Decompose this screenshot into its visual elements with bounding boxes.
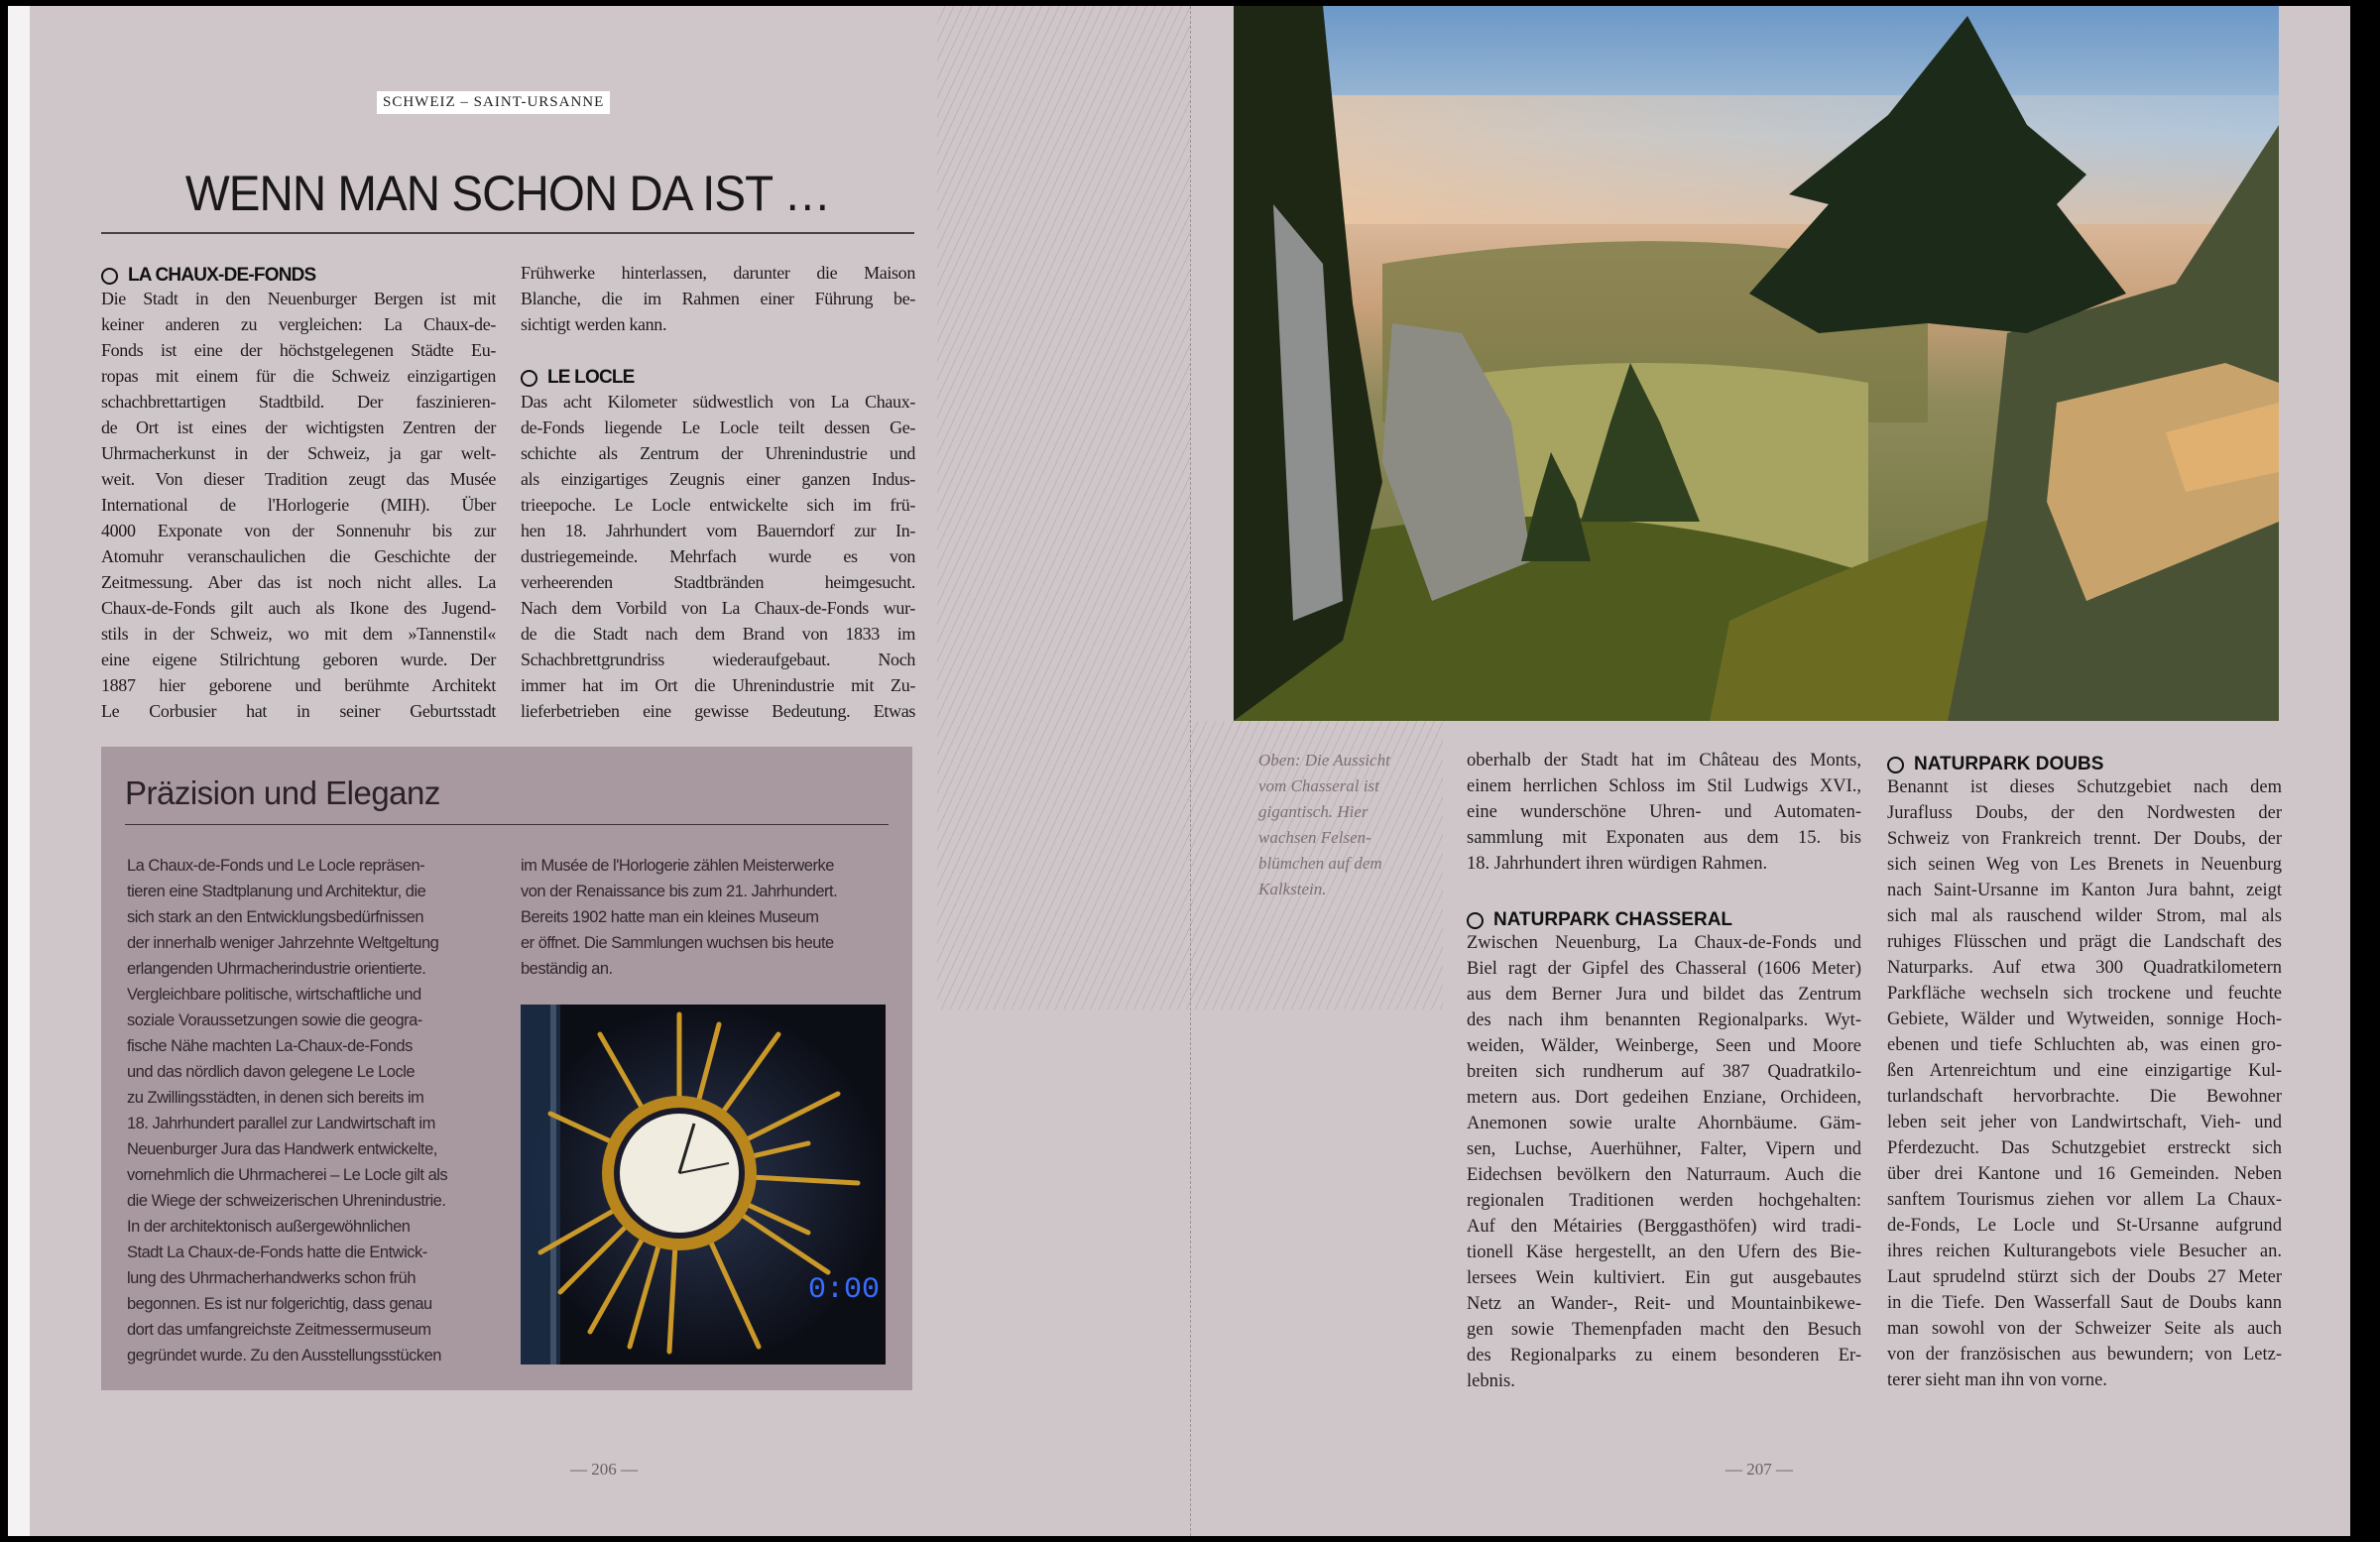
text-line: Chaux-de-Fonds gilt auch als Ikone des Jugend- xyxy=(101,598,496,618)
circle-bullet-icon xyxy=(1467,912,1484,929)
text-line: Eidechsen bevölkern den Naturraum. Auch die xyxy=(1467,1165,1861,1185)
text-column-continued xyxy=(521,263,915,340)
text-line: 1887 hier geborene und berühmte Architekt xyxy=(101,675,496,695)
text-line: Netz an Wander-, Reit- und Mountainbikewe- xyxy=(1467,1294,1861,1314)
text-line: weit. Von dieser Tradition zeugt das Musée xyxy=(101,469,496,489)
text-line: trieepoche. Le Locle entwickelte sich im frü- xyxy=(521,495,915,515)
landscape-photo xyxy=(1234,6,2279,721)
text-line: metern aus. Dort gedeihen Enziane, Orchideen, xyxy=(1467,1088,1861,1108)
text-line: ebenen und tiefe Schluchten ab, was einen gro- xyxy=(1887,1035,2282,1055)
heading-le-locle xyxy=(521,365,635,391)
text-line: blümchen auf dem xyxy=(1258,854,1382,873)
text-line: fische Nähe machten La-Chaux-de-Fonds xyxy=(127,1037,413,1055)
text-line: sich seinen Weg von Les Brenets in Neuenburg xyxy=(1887,855,2282,875)
text-line: hen 18. Jahrhundert vom Bauerndorf zur In- xyxy=(521,521,915,540)
text-line: de die Stadt nach dem Brand von 1833 im xyxy=(521,624,915,644)
heading-text: NATURPARK CHASSERAL xyxy=(1493,909,1733,930)
text-column-la-chaux xyxy=(101,289,496,727)
text-line: die Wiege der schweizerischen Uhrenindustrie. xyxy=(127,1192,446,1210)
box-rule xyxy=(125,824,889,825)
text-line: man sowohl von der Schweizer Seite als auch xyxy=(1887,1319,2282,1339)
sunburst-clock-image xyxy=(521,1005,886,1364)
text-line: sich stark an den Entwicklungsbedürfnissen xyxy=(127,908,424,926)
heading-text: LE LOCLE xyxy=(547,367,635,388)
heading-naturpark-chasseral xyxy=(1467,907,1732,933)
title-rule xyxy=(101,232,914,234)
text-line: des nach ihm benannten Regionalparks. Wyt- xyxy=(1467,1010,1861,1030)
text-line: 18. Jahrhundert parallel zur Landwirtschaft im xyxy=(127,1115,435,1132)
text-line: Kalkstein. xyxy=(1258,880,1327,898)
heading-text: LA CHAUX-DE-FONDS xyxy=(128,265,316,286)
text-line: sammlung mit Exponaten aus dem 15. bis xyxy=(1467,828,1861,848)
box-title: Präzision und Eleganz xyxy=(125,774,440,811)
text-line: lersees Wein kultiviert. Ein gut ausgebautes xyxy=(1467,1268,1861,1288)
text-line: breiten sich rundherum auf 387 Quadratkilo- xyxy=(1467,1062,1861,1082)
text-line: In der architektonisch außergewöhnlichen xyxy=(127,1218,411,1236)
text-line: gegründet wurde. Zu den Ausstellungsstücken xyxy=(127,1347,441,1364)
text-line: Anemonen sowie uralte Ahornbäume. Gäm- xyxy=(1467,1114,1861,1133)
text-line: terer sieht man ihn von vorne. xyxy=(1887,1370,2107,1390)
text-line: Bereits 1902 hatte man ein kleines Museum xyxy=(521,908,819,926)
text-line: soziale Voraussetzungen sowie die geogra- xyxy=(127,1011,422,1029)
text-line: de Ort ist eines der wichtigsten Zentren der xyxy=(101,417,496,437)
text-line: tieren eine Stadtplanung und Architektur, die xyxy=(127,883,426,900)
text-line: und das nördlich davon gelegene Le Locle xyxy=(127,1063,416,1081)
text-line: Auf den Métairies (Berggasthöfen) wird tradi- xyxy=(1467,1217,1861,1237)
text-line: immer hat im Ort die Uhrenindustrie mit Zu- xyxy=(521,675,915,695)
page-number-left: — 206 — xyxy=(570,1460,638,1479)
text-line: lebnis. xyxy=(1467,1371,1515,1391)
text-line: tionell Käse hergestellt, an den Ufern des Bie- xyxy=(1467,1243,1861,1262)
page-title: WENN MAN SCHON DA IST … xyxy=(184,166,831,221)
text-line: gigantisch. Hier xyxy=(1258,802,1368,821)
text-line: Blanche, die im Rahmen einer Führung be- xyxy=(521,289,915,308)
text-line: Schachbrettgrundriss wiederaufgebaut. Noch xyxy=(521,650,915,669)
circle-bullet-icon xyxy=(521,370,537,387)
text-line: ihres reichen Kulturangebots viele Besucher an. xyxy=(1887,1242,2282,1261)
text-line: Jurafluss Doubs, der den Nordwesten der xyxy=(1887,803,2282,823)
text-line: International de l'Horlogerie (MIH). Über xyxy=(101,495,496,515)
text-line: de-Fonds liegende Le Locle teilt dessen Ge- xyxy=(521,417,915,437)
text-line: keiner anderen zu vergleichen: La Chaux-de- xyxy=(101,314,496,334)
box-text-col1 xyxy=(127,857,504,1372)
text-line: Uhrmacherkunst in der Schweiz, ja gar welt- xyxy=(101,443,496,463)
text-line: Die Stadt in den Neuenburger Bergen ist mit xyxy=(101,289,496,308)
text-line: im Musée de l'Horlogerie zählen Meisterwerke xyxy=(521,857,834,875)
text-line: von der Renaissance bis zum 21. Jahrhundert. xyxy=(521,883,838,900)
text-line: eine eigene Stilrichtung geboren wurde. Der xyxy=(101,650,496,669)
text-line: Frühwerke hinterlassen, darunter die Maison xyxy=(521,263,915,283)
text-line: schichte als Zentrum der Uhrenindustrie und xyxy=(521,443,915,463)
text-line: Le Corbusier hat in seiner Geburtsstadt xyxy=(101,701,496,721)
text-line: Benannt ist dieses Schutzgebiet nach dem xyxy=(1887,777,2282,797)
text-line: Laut sprudelnd stürzt sich der Doubs 27 Meter xyxy=(1887,1267,2282,1287)
text-line: zu Zwillingsstädten, in denen sich bereits im xyxy=(127,1089,424,1107)
text-line: nach Saint-Ursanne im Kanton Jura bahnt, zeigt xyxy=(1887,881,2282,900)
text-line: Das acht Kilometer südwestlich von La Chaux- xyxy=(521,392,915,412)
heading-naturpark-doubs xyxy=(1887,752,2103,777)
digital-display: 0:00 xyxy=(808,1273,881,1307)
gutter-fold xyxy=(1190,6,1191,1536)
text-line: regionalen Traditionen werden hochgehalten: xyxy=(1467,1191,1861,1211)
text-line: turlandschaft hervorbrachte. Die Bewohner xyxy=(1887,1087,2282,1107)
text-line: Pferdezucht. Das Schutzgebiet erstreckt sich xyxy=(1887,1138,2282,1158)
text-line: weiden, Wälder, Weinberge, Seen und Moore xyxy=(1467,1036,1861,1056)
text-line: 4000 Exponate von der Sonnenuhr bis zur xyxy=(101,521,496,540)
text-line: dort das umfangreichste Zeitmessermuseum xyxy=(127,1321,431,1339)
text-line: ropas mit einem für die Schweiz einzigartigen xyxy=(101,366,496,386)
text-column-le-locle xyxy=(521,392,915,727)
text-line: Stadt La Chaux-de-Fonds hatte die Entwick- xyxy=(127,1244,427,1261)
text-line: sichtigt werden kann. xyxy=(521,314,667,334)
text-line: beständig an. xyxy=(521,960,613,978)
text-line: Gebiete, Wälder und Wytweiden, sonnige Hoch- xyxy=(1887,1009,2282,1029)
text-line: dustriegemeinde. Mehrfach wurde es von xyxy=(521,546,915,566)
heading-text: NATURPARK DOUBS xyxy=(1914,754,2104,774)
text-column-doubs xyxy=(1887,777,2282,1396)
sidebar-box xyxy=(101,747,912,1390)
text-line: lieferbetrieben eine gewisse Bedeutung. Etwas xyxy=(521,701,915,721)
text-line: der innerhalb weniger Jahrzehnte Weltgeltung xyxy=(127,934,439,952)
text-line: Zwischen Neuenburg, La Chaux-de-Fonds und xyxy=(1467,933,1861,953)
text-line: als einzigartiges Zeugnis einer ganzen Indus- xyxy=(521,469,915,489)
text-line: Fonds ist eine der höchstgelegenen Städte Eu- xyxy=(101,340,496,360)
text-line: Atomuhr veranschaulichen die Geschichte der xyxy=(101,546,496,566)
text-line: Nach dem Vorbild von La Chaux-de-Fonds wur- xyxy=(521,598,915,618)
text-line: über drei Kantone und 16 Gemeinden. Neben xyxy=(1887,1164,2282,1184)
text-line: Zeitmessung. Aber das ist noch nicht alles. La xyxy=(101,572,496,592)
box-text-col2 xyxy=(521,857,897,986)
page-edge xyxy=(8,6,30,1536)
text-column-continued-right xyxy=(1467,751,1861,880)
text-line: schachbrettartigen Stadtbild. Der faszinieren- xyxy=(101,392,496,412)
text-line: lung des Uhrmacherhandwerks schon früh xyxy=(127,1269,416,1287)
text-line: er öffnet. Die Sammlungen wuchsen bis heute xyxy=(521,934,834,952)
text-line: de-Fonds, Le Locle und St-Ursanne aufgrund xyxy=(1887,1216,2282,1236)
text-line: Naturparks. Auf etwa 300 Quadratkilometern xyxy=(1887,958,2282,978)
text-line: begonnen. Es ist nur folgerichtig, dass genau xyxy=(127,1295,432,1313)
text-line: vornehmlich die Uhrmacherei – Le Locle gilt als xyxy=(127,1166,448,1184)
text-line: einem herrlichen Schloss im Stil Ludwigs XVI., xyxy=(1467,776,1861,796)
section-tag: SCHWEIZ – SAINT-URSANNE xyxy=(377,91,610,114)
text-line: gen sowie Themenpfaden macht den Besuch xyxy=(1467,1320,1861,1340)
clock-photo xyxy=(521,1005,886,1364)
text-line: Vergleichbare politische, wirtschaftliche und xyxy=(127,986,421,1004)
text-line: wachsen Felsen- xyxy=(1258,828,1371,847)
heading-la-chaux-de-fonds xyxy=(101,263,315,289)
text-line: eine wunderschöne Uhren- und Automaten- xyxy=(1467,802,1861,822)
text-line: aus dem Berner Jura und bildet das Zentrum xyxy=(1467,985,1861,1005)
text-line: sanftem Tourismus ziehen vor allem La Chaux- xyxy=(1887,1190,2282,1210)
text-line: von der französischen aus bewundern; von Letz- xyxy=(1887,1345,2282,1364)
text-line: vom Chasseral ist xyxy=(1258,776,1379,795)
photo-caption xyxy=(1258,751,1407,905)
text-line: La Chaux-de-Fonds und Le Locle repräsen- xyxy=(127,857,425,875)
text-line: stils in der Schweiz, wo mit dem »Tannenstil« xyxy=(101,624,496,644)
text-column-chasseral xyxy=(1467,933,1861,1397)
page-number-right: — 207 — xyxy=(1726,1460,1793,1479)
text-line: Oben: Die Aussicht xyxy=(1258,751,1390,770)
circle-bullet-icon xyxy=(1887,757,1904,773)
text-line: Parkfläche wechseln sich trockene und feuchte xyxy=(1887,984,2282,1004)
text-line: leben seit jeher von Landwirtschaft, Vieh- und xyxy=(1887,1113,2282,1132)
text-line: ruhiges Flüsschen und prägt die Landschaft des xyxy=(1887,932,2282,952)
chasseral-view-image xyxy=(1234,6,2279,721)
text-line: erlangenden Uhrmacherindustrie orientierte. xyxy=(127,960,426,978)
text-line: 18. Jahrhundert ihren würdigen Rahmen. xyxy=(1467,854,1768,874)
text-line: ßen Artenreichtum und eine einzigartige Kul- xyxy=(1887,1061,2282,1081)
text-line: sich mal als rauschend wilder Strom, mal als xyxy=(1887,906,2282,926)
text-line: Schweiz von Frankreich trennt. Der Doubs, der xyxy=(1887,829,2282,849)
text-line: des Regionalparks zu einem besonderen Er- xyxy=(1467,1346,1861,1365)
text-line: Neuenburger Jura das Handwerk entwickelte, xyxy=(127,1140,437,1158)
text-line: verheerenden Stadtbränden heimgesucht. xyxy=(521,572,915,592)
text-line: sen, Luchse, Auerhühner, Falter, Vipern und xyxy=(1467,1139,1861,1159)
circle-bullet-icon xyxy=(101,268,118,285)
text-line: Biel ragt der Gipfel des Chasseral (1606 Meter) xyxy=(1467,959,1861,979)
text-line: oberhalb der Stadt hat im Château des Monts, xyxy=(1467,751,1861,771)
hatch-pattern-left xyxy=(937,6,1190,1009)
text-line: in die Tiefe. Den Wasserfall Saut de Doubs kann xyxy=(1887,1293,2282,1313)
